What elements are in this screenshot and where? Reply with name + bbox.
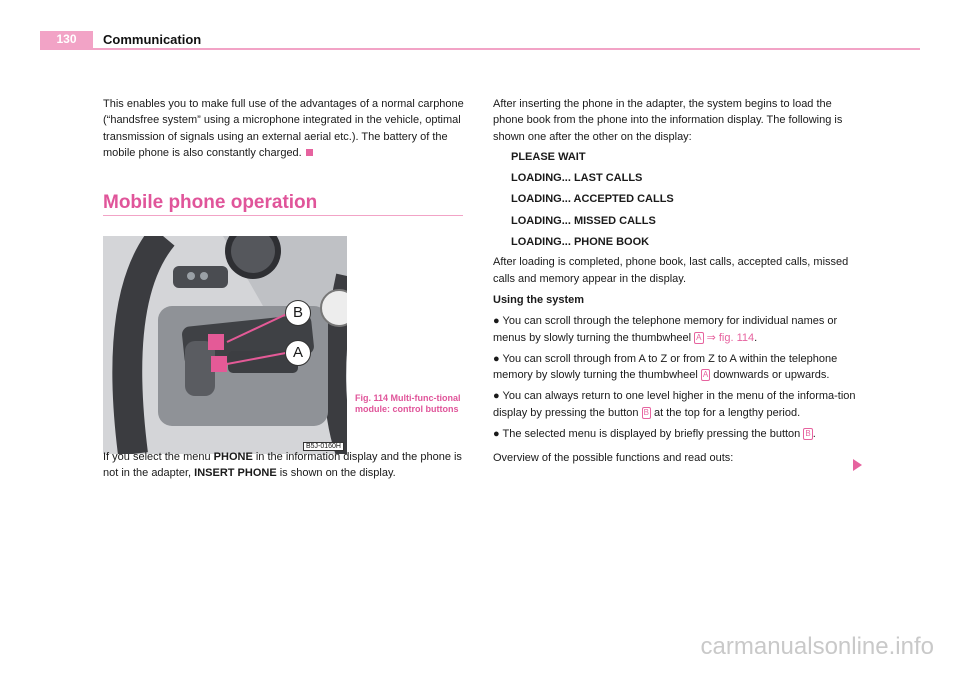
bullet-icon: ● [493,390,500,403]
header-rule [40,48,920,50]
bullet-icon: ● [493,315,500,328]
select-paragraph-block [103,449,465,482]
select-paragraph: If you select the menu PHONE in the information display and the phone is not in the adapter, INSERT PHONE is shown on the display. [103,451,462,480]
page-number: 130 [40,31,93,48]
section-heading: Mobile phone operation [103,192,318,213]
intro-block [103,96,465,161]
bullet-item: ● You can scroll through from A to Z or from Z to A within the telephone memory by slowly turning the thumbwheel A downwards or upwards. [493,352,838,382]
bullet-icon: ● [493,352,500,365]
bullet-item: ● You can scroll through the telephone memory for individual names or menus by slowly turning the thumbwheel A ⇒ fig. 114. [493,315,838,344]
callout-a: A [285,340,311,366]
section-end-icon [306,149,313,156]
right-column [493,96,861,467]
display-message: LOADING... LAST CALLS [511,172,643,185]
continue-arrow-icon [853,459,862,471]
button-ref-a: A [702,370,709,380]
bullet-item: ● You can always return to one level higher in the menu of the informa-tion display by pressing the button B at the top for a lengthy period. [493,390,856,419]
page-title: Communication [103,32,202,47]
figure-multifunction-module [103,236,347,454]
button-ref-a: A [696,332,702,342]
display-message: LOADING... ACCEPTED CALLS [511,193,674,206]
button-ref-b: B [805,429,811,439]
overview-paragraph: Overview of the possible functions and read outs: [493,452,734,465]
steering-column-illustration [103,236,347,454]
bullet-icon: ● [493,428,500,441]
loaded-paragraph: After loading is completed, phone book, last calls, accepted calls, missed calls and memory appear in the display. [493,256,849,285]
bullet-item: ● The selected menu is displayed by briefly pressing the button B . [493,428,816,441]
callout-b: B [285,300,311,326]
intro-paragraph: This enables you to make full use of the advantages of a normal carphone (“handsfree system” using a microphone integrated in the vehicle, optimal transmission of signals using an external aerial etc.). The battery of the mobile phone is also constantly charged. [103,98,464,159]
display-message: PLEASE WAIT [511,150,586,163]
subheading-using-system: Using the system [493,293,585,306]
heading-rule [103,215,463,216]
display-message-list [493,149,861,250]
display-message: LOADING... PHONE BOOK [511,236,650,249]
display-message: LOADING... MISSED CALLS [511,214,656,227]
figure-code: B5J-0160H [303,442,344,451]
button-ref-b: B [643,407,649,417]
figure-caption: Fig. 114 Multi-func-tional module: control buttons [355,393,461,414]
figure-link[interactable]: ⇒ fig. 114 [706,331,755,344]
watermark: carmanualsonline.info [700,633,934,660]
load-paragraph: After inserting the phone in the adapter, the system begins to load the phone book from the phone into the information display. The following is shown one after the other on the display: [493,98,843,143]
